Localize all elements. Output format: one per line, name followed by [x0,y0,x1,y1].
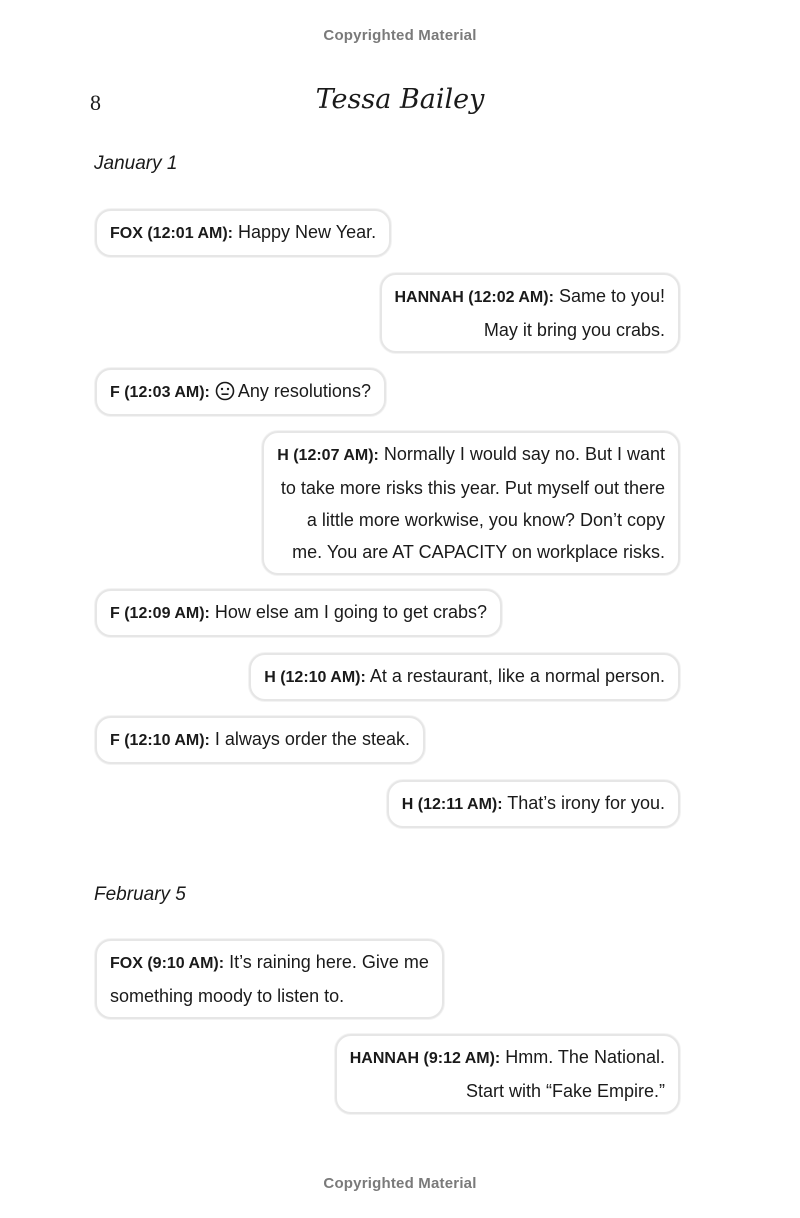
message-sender: H (12:11 AM): [401,796,503,813]
message-bubble-fox [95,368,386,416]
message-bubble-fox [95,716,425,764]
message-text: me. You are AT CAPACITY on workplace risks. [292,542,665,562]
message-text: It’s raining here. Give me [229,952,429,972]
message-bubble-hannah [335,1034,680,1114]
message-text: Happy New Year. [238,222,377,242]
message-bubble-hannah [262,431,680,575]
message-bubble-hannah [249,653,680,701]
message-sender: H (12:10 AM): [264,669,366,686]
message-sender: H (12:07 AM): [277,447,379,464]
message-bubble-fox [95,589,502,637]
message-sender: F (12:09 AM): [110,605,210,622]
running-head-author: Tessa Bailey [315,84,485,115]
message-text: At a restaurant, like a normal person. [369,666,665,686]
message-bubble-hannah [387,780,680,828]
message-text: Hmm. The National. [505,1047,665,1067]
message-text: Any resolutions? [237,381,371,401]
message-sender: FOX (9:10 AM): [110,955,225,972]
message-text: That’s irony for you. [507,793,665,813]
date-heading: February 5 [94,884,186,905]
message-sender: F (12:10 AM): [110,732,210,749]
copyright-footer: Copyrighted Material [323,1175,477,1192]
message-sender: HANNAH (9:12 AM): [349,1050,501,1067]
date-heading: January 1 [94,153,178,174]
message-text: something moody to listen to. [110,986,345,1006]
message-sender: HANNAH (12:02 AM): [394,289,554,306]
copyright-header: Copyrighted Material [323,27,477,44]
message-bubble-hannah [380,273,681,353]
page-number: 8 [90,90,101,115]
message-bubble-fox [95,939,444,1019]
message-text: Start with “Fake Empire.” [465,1081,665,1101]
message-text: to take more risks this year. Put myself out there [280,478,665,498]
message-bubble-fox [95,209,391,257]
message-text: Normally I would say no. But I want [383,444,665,464]
message-text: How else am I going to get crabs? [214,602,488,622]
message-text: Same to you! [558,286,665,306]
message-text: May it bring you crabs. [483,320,665,340]
message-sender: FOX (12:01 AM): [110,225,233,242]
message-sender: F (12:03 AM): [110,384,210,401]
neutral-face-icon [215,381,235,401]
message-text: I always order the steak. [214,729,410,749]
message-text: a little more workwise, you know? Don’t copy [306,510,665,530]
